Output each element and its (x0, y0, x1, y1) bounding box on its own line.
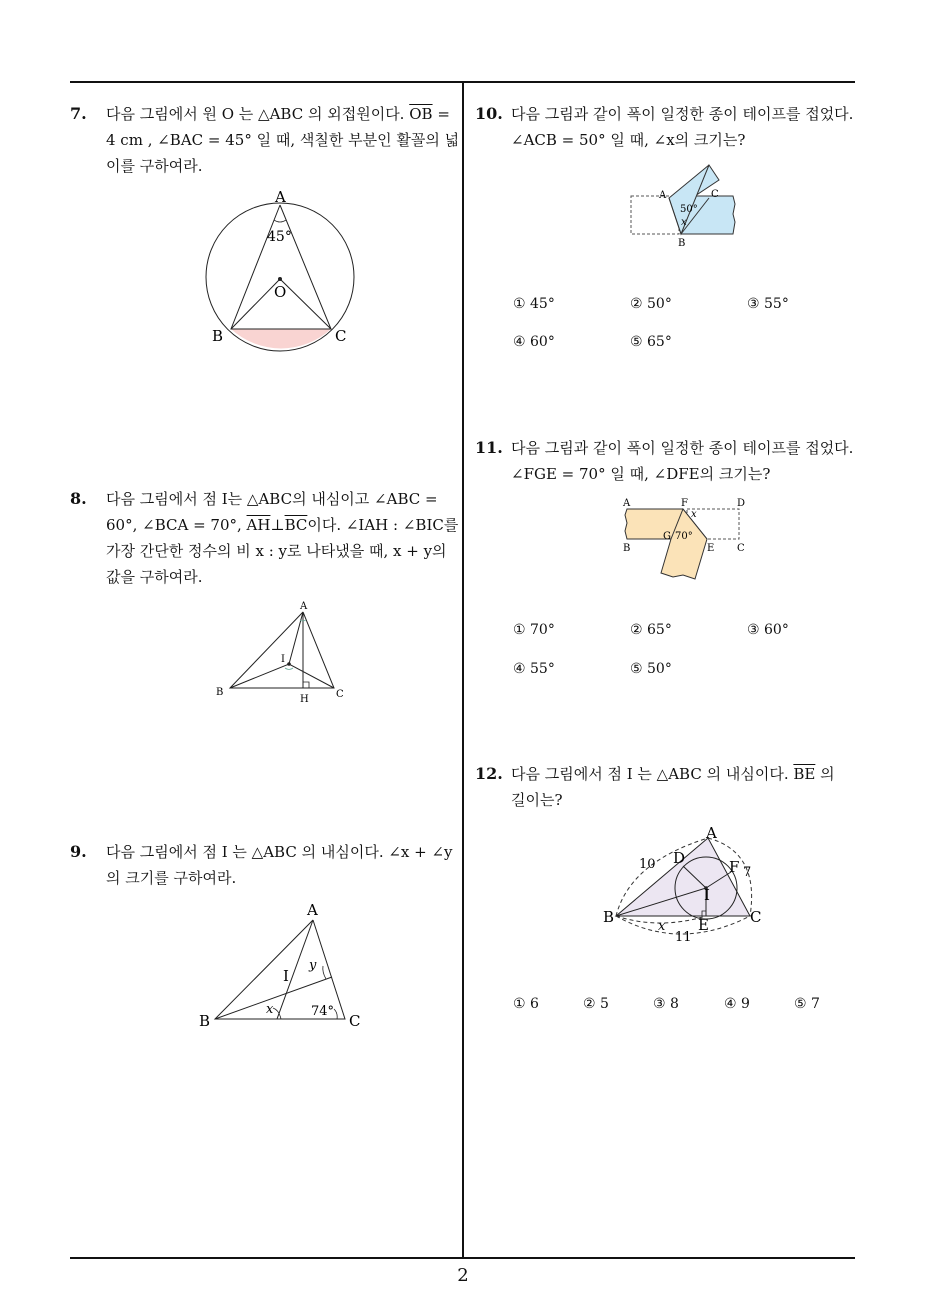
q8-seg-bc: $\overline{BC}$ (284, 516, 308, 534)
q11-option-5[interactable]: ⑤ 50° (630, 661, 672, 677)
question-12 (475, 761, 865, 813)
label-b: B (678, 238, 686, 249)
q12-option-1[interactable]: ① 6 (513, 996, 539, 1012)
q12-segment: $\overline{BE}$ (793, 765, 816, 783)
q10-option-3[interactable]: ③ 55° (747, 296, 789, 312)
q11-option-1[interactable]: ① 70° (513, 622, 555, 638)
q11-figure (617, 495, 752, 585)
q11-option-2[interactable]: ② 65° (630, 622, 672, 638)
q9-line1: 다음 그림에서 점 I 는 △ABC 의 내심이다. ∠x + ∠y (106, 843, 453, 861)
q8-line3: 가장 간단한 정수의 비 x : y로 나타냈을 때, x + y의 (106, 542, 447, 560)
q12-figure (600, 822, 775, 947)
q11-option-3[interactable]: ③ 60° (747, 622, 789, 638)
label-a: A (307, 901, 318, 919)
angle-label: 50° (680, 204, 698, 215)
q7-segment: $\overline{OB}$ (409, 105, 433, 123)
q8-line2: 60°, ∠BCA = 70°, (106, 516, 247, 534)
q10-line2: ∠ACB = 50° 일 때, ∠x의 크기는? (511, 131, 746, 149)
question-number: 7. (70, 104, 87, 123)
q10-option-1[interactable]: ① 45° (513, 296, 555, 312)
length-11: 11 (675, 930, 692, 945)
label-i: I (704, 886, 710, 904)
q12-option-4[interactable]: ④ 9 (724, 996, 750, 1012)
label-c: C (336, 689, 344, 700)
q8-perp: ⊥ (270, 516, 285, 534)
label-f: F (681, 498, 688, 509)
label-x: x (691, 509, 697, 520)
label-b: B (199, 1012, 211, 1030)
q10-option-4[interactable]: ④ 60° (513, 334, 555, 350)
question-number: 11. (475, 438, 503, 457)
label-c: C (711, 189, 719, 200)
q12-line1-end: 의 (815, 765, 835, 783)
question-7 (70, 101, 460, 179)
label-e: E (707, 543, 715, 554)
label-i: I (283, 967, 289, 985)
label-a: A (659, 190, 667, 201)
q12-line2: 길이는? (511, 791, 563, 809)
q11-line1: 다음 그림과 같이 폭이 일정한 종이 테이프를 접었다. (511, 439, 854, 457)
length-10: 10 (639, 857, 656, 872)
q9-line2: 의 크기를 구하여라. (106, 869, 237, 887)
label-b: B (216, 687, 224, 698)
q8-line4: 값을 구하여라. (106, 568, 203, 586)
label-c: C (750, 908, 762, 926)
q11-option-4[interactable]: ④ 55° (513, 661, 555, 677)
q12-option-2[interactable]: ② 5 (583, 996, 609, 1012)
angle-label: 74° (311, 1004, 335, 1019)
label-x: x (681, 217, 687, 228)
question-11 (475, 435, 865, 487)
label-y: y (309, 958, 317, 973)
label-b: B (623, 543, 631, 554)
label-i: I (281, 654, 285, 665)
q8-line2-end: 이다. ∠IAH : ∠BIC를 (307, 516, 459, 534)
q7-line1: 다음 그림에서 원 O 는 △ABC 의 외접원이다. (106, 105, 410, 123)
question-8 (70, 486, 460, 590)
label-d: D (737, 498, 746, 509)
label-a: A (275, 188, 286, 206)
label-c: C (335, 327, 347, 345)
question-9 (70, 839, 460, 891)
question-number: 12. (475, 764, 503, 783)
bottom-rule (70, 1257, 855, 1259)
label-a: A (706, 824, 717, 842)
label-d: D (673, 849, 686, 867)
page-number: 2 (457, 1265, 469, 1286)
label-b: B (212, 327, 224, 345)
q12-line1: 다음 그림에서 점 I 는 △ABC 의 내심이다. (511, 765, 794, 783)
question-number: 10. (475, 104, 503, 123)
label-o: O (274, 283, 287, 301)
label-a: A (623, 498, 631, 509)
label-h: H (300, 694, 309, 705)
question-number: 9. (70, 842, 87, 861)
q7-line1-end: = (432, 105, 450, 123)
length-7: 7 (743, 865, 752, 880)
q9-figure (195, 900, 370, 1035)
label-b: B (603, 908, 615, 926)
q12-option-3[interactable]: ③ 8 (653, 996, 679, 1012)
question-10 (475, 101, 865, 153)
column-divider (462, 82, 464, 1258)
label-c: C (737, 543, 745, 554)
q8-seg-ah: $\overline{AH}$ (246, 516, 271, 534)
q11-line2: ∠FGE = 70° 일 때, ∠DFE의 크기는? (511, 465, 771, 483)
q8-figure (212, 598, 352, 708)
label-a: A (300, 601, 308, 612)
q7-line3: 이를 구하여라. (106, 157, 203, 175)
q12-option-5[interactable]: ⑤ 7 (794, 996, 820, 1012)
label-f: F (729, 858, 740, 876)
q7-line2: 4 cm , ∠BAC = 45° 일 때, 색칠한 부분인 활꼴의 넓 (106, 131, 460, 149)
label-x: x (266, 1002, 274, 1017)
angle-label: 45° (267, 229, 292, 245)
q10-line1: 다음 그림과 같이 폭이 일정한 종이 테이프를 접었다. (511, 105, 854, 123)
question-number: 8. (70, 489, 87, 508)
label-x: x (658, 919, 666, 934)
angle-label: 70° (675, 531, 693, 542)
q8-line1: 다음 그림에서 점 I는 △ABC의 내심이고 ∠ABC = (106, 490, 438, 508)
q10-option-2[interactable]: ② 50° (630, 296, 672, 312)
q10-option-5[interactable]: ⑤ 65° (630, 334, 672, 350)
q7-figure (195, 185, 365, 355)
label-e: E (698, 916, 709, 934)
q10-figure (625, 162, 745, 252)
label-g: G (663, 531, 671, 542)
label-c: C (349, 1012, 361, 1030)
